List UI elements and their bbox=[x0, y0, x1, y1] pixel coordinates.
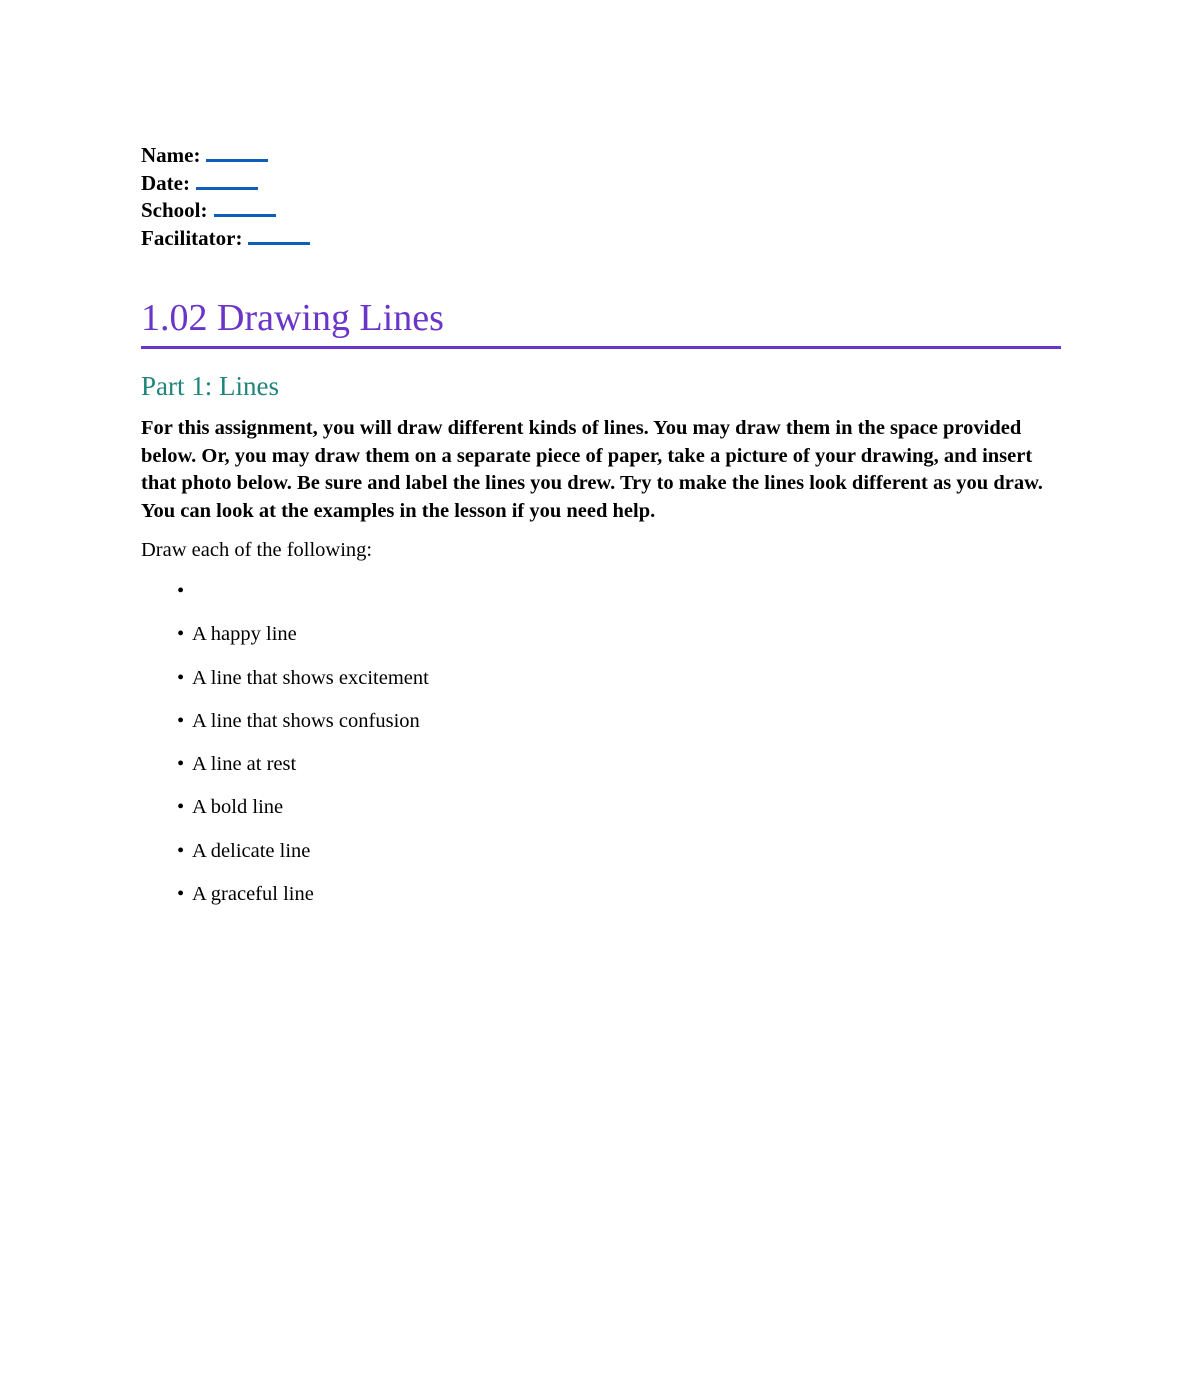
list-item bbox=[177, 751, 1061, 778]
school-field bbox=[141, 197, 1061, 225]
list-item-text: A delicate line bbox=[192, 839, 311, 862]
list-item-text: A bold line bbox=[192, 796, 284, 819]
bullet-icon: • bbox=[177, 796, 185, 819]
date-blank[interactable] bbox=[196, 173, 258, 190]
list-item-text: A graceful line bbox=[192, 883, 314, 906]
facilitator-label: Facilitator: bbox=[141, 225, 243, 250]
list-item-text: A line that shows excitement bbox=[192, 666, 429, 689]
bullet-icon: • bbox=[177, 839, 185, 862]
list-item-text: A line at rest bbox=[192, 753, 297, 776]
bullet-icon: • bbox=[177, 623, 185, 646]
bullet-icon: • bbox=[177, 883, 185, 906]
list-item bbox=[177, 794, 1061, 821]
list-item bbox=[177, 881, 1061, 908]
draw-prompt: Draw each of the following: bbox=[141, 539, 373, 561]
list-item bbox=[177, 708, 1061, 735]
instructions-paragraph: For this assignment, you will draw different kinds of lines. You may draw them in the space provided below. Or, you may draw them on a separate piece of paper, take a picture of your drawing, and insert that photo below. Be sure and label the lines you drew. Try to make the lines look different as you draw. You can look at the examples in the lesson if you need help. bbox=[141, 417, 1043, 522]
part-heading: Part 1: Lines bbox=[141, 371, 279, 401]
bullet-icon: • bbox=[177, 753, 185, 776]
line-types-list bbox=[141, 578, 1061, 908]
facilitator-blank[interactable] bbox=[248, 228, 310, 245]
list-item-text: A happy line bbox=[192, 623, 297, 646]
facilitator-field bbox=[141, 225, 1061, 253]
school-blank[interactable] bbox=[214, 200, 276, 217]
list-item bbox=[177, 621, 1061, 648]
name-label: Name: bbox=[141, 143, 201, 167]
document-page bbox=[141, 142, 1061, 924]
bullet-icon: • bbox=[177, 709, 185, 732]
list-item bbox=[177, 665, 1061, 692]
document-title: 1.02 Drawing Lines bbox=[141, 294, 1061, 349]
date-label: Date: bbox=[141, 170, 190, 195]
date-field bbox=[141, 170, 1061, 198]
list-item bbox=[177, 578, 1061, 605]
school-label: School: bbox=[141, 198, 208, 222]
list-item-text: A line that shows confusion bbox=[192, 709, 420, 732]
bullet-icon: • bbox=[177, 580, 185, 602]
bullet-icon: • bbox=[177, 666, 185, 689]
header-fields bbox=[141, 142, 1061, 252]
list-item bbox=[177, 838, 1061, 865]
name-blank[interactable] bbox=[206, 145, 268, 162]
name-field bbox=[141, 142, 1061, 170]
